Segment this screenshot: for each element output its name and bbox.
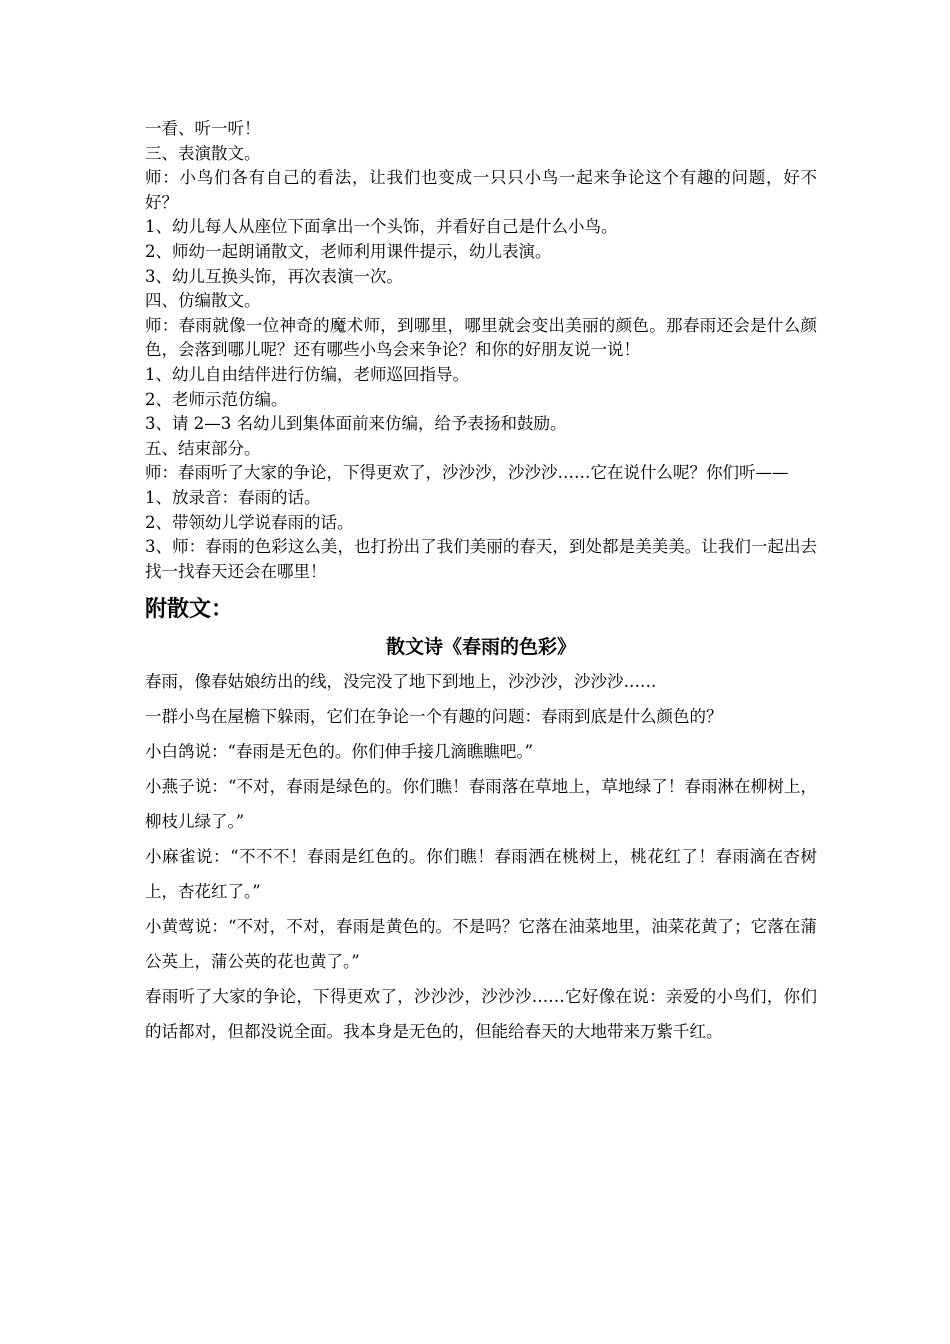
teacher-line: 师：小鸟们各有自己的看法，让我们也变成一只只小鸟一起来争论这个有趣的问题，好不好？ bbox=[145, 168, 817, 212]
poem-paragraph: 春雨，像春姑娘纺出的线，没完没了地下到地上，沙沙沙，沙沙沙…… bbox=[145, 672, 657, 692]
poem-paragraph: 一群小鸟在屋檐下躲雨，它们在争论一个有趣的问题：春雨到底是什么颜色的？ bbox=[145, 707, 723, 727]
step-item: 3、请 2—3 名幼儿到集体面前来仿编，给予表扬和鼓励。 bbox=[145, 414, 567, 434]
poem-paragraph: 小麻雀说：“不不不！春雨是红色的。你们瞧！春雨洒在桃树上，桃花红了！春雨滴在杏树上，杏花红了。” bbox=[145, 847, 817, 902]
step-item: 3、幼儿互换头饰，再次表演一次。 bbox=[145, 266, 403, 286]
document-page bbox=[145, 117, 817, 1049]
step-item: 2、师幼一起朗诵散文，老师利用课件提示，幼儿表演。 bbox=[145, 241, 552, 261]
poem-paragraph: 小黄莺说：“不对，不对，春雨是黄色的。不是吗？它落在油菜地里，油菜花黄了；它落在蒲公英上，蒲公英的花也黄了。” bbox=[145, 917, 817, 972]
teacher-line: 师：春雨听了大家的争论，下得更欢了，沙沙沙，沙沙沙……它在说什么呢？你们听—— bbox=[145, 463, 789, 483]
poem-body bbox=[145, 664, 817, 1049]
section-heading: 四、仿编散文。 bbox=[145, 291, 261, 311]
appendix-heading: 附散文： bbox=[145, 597, 234, 623]
poem-title: 散文诗《春雨的色彩》 bbox=[385, 636, 576, 659]
step-item: 1、幼儿自由结伴进行仿编，老师巡回指导。 bbox=[145, 364, 469, 384]
poem-paragraph: 小燕子说：“不对，春雨是绿色的。你们瞧！春雨落在草地上，草地绿了！春雨淋在柳树上，柳枝儿绿了。” bbox=[145, 777, 817, 832]
teacher-line: 师：春雨就像一位神奇的魔术师，到哪里，哪里就会变出美丽的颜色。那春雨还会是什么颜色，会落到哪儿呢？还有哪些小鸟会来争论？和你的好朋友说一说！ bbox=[145, 315, 817, 360]
plan-line: 一看、听一听！ bbox=[145, 119, 261, 138]
step-item: 2、带领幼儿学说春雨的话。 bbox=[145, 512, 354, 532]
step-item: 1、放录音：春雨的话。 bbox=[145, 487, 321, 507]
step-item: 3、师：春雨的色彩这么美，也打扮出了我们美丽的春天，到处都是美美美。让我们一起出去找一找春天还会在哪里！ bbox=[145, 537, 817, 581]
poem-paragraph: 春雨听了大家的争论，下得更欢了，沙沙沙，沙沙沙……它好像在说：亲爱的小鸟们，你们的话都对，但都没说全面。我本身是无色的，但能给春天的大地带来万紫千红。 bbox=[145, 987, 817, 1042]
lesson-plan-section bbox=[145, 117, 817, 584]
section-heading: 三、表演散文。 bbox=[145, 143, 261, 163]
step-item: 1、幼儿每人从座位下面拿出一个头饰，并看好自己是什么小鸟。 bbox=[145, 217, 618, 237]
step-item: 2、老师示范仿编。 bbox=[145, 389, 288, 409]
poem-paragraph: 小白鸽说：“春雨是无色的。你们伸手接几滴瞧瞧吧。” bbox=[145, 742, 534, 762]
section-heading: 五、结束部分。 bbox=[145, 438, 261, 458]
